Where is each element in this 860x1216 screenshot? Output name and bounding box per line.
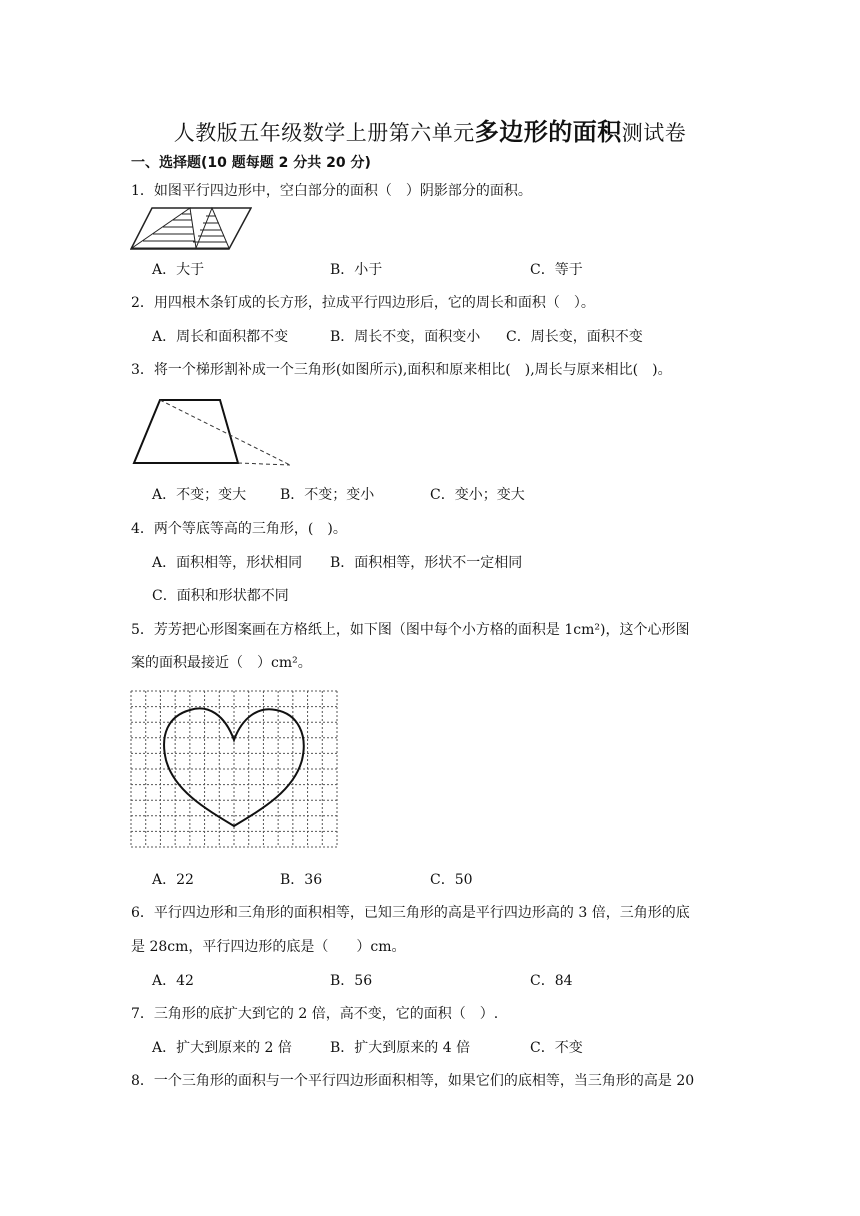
question-5-stem-line-1: 5．芳芳把心形图案画在方格纸上，如下图（图中每个小方格的面积是 1cm²)，这个心形图 <box>131 622 690 638</box>
question-2-stem: 2．用四根木条钉成的长方形，拉成平行四边形后，它的周长和面积（ ）。 <box>131 295 595 311</box>
parallelogram-figure <box>130 206 252 252</box>
question-4-option-a[interactable]: A．面积相等，形状相同 <box>152 555 303 571</box>
section-heading: 一、选择题(10 题每题 2 分共 20 分) <box>131 155 371 171</box>
trapezoid-figure <box>130 395 295 469</box>
question-6-stem-line-1: 6．平行四边形和三角形的面积相等，已知三角形的高是平行四边形高的 3 倍，三角形的底 <box>131 905 690 921</box>
question-3-option-b[interactable]: B．不变；变小 <box>280 487 375 503</box>
question-4-option-b[interactable]: B．面积相等，形状不一定相同 <box>330 555 523 571</box>
question-8-stem: 8．一个三角形的面积与一个平行四边形面积相等，如果它们的底相等，当三角形的高是 20 <box>131 1073 695 1089</box>
question-6-option-a[interactable]: A．42 <box>152 973 194 989</box>
question-3-stem: 3．将一个梯形割补成一个三角形(如图所示),面积和原来相比( ),周长与原来相比( )。 <box>131 362 672 378</box>
question-3-option-c[interactable]: C．变小；变大 <box>430 487 525 503</box>
question-4-option-c[interactable]: C．面积和形状都不同 <box>152 588 289 604</box>
question-6-option-c[interactable]: C．84 <box>530 973 573 989</box>
title-prefix: 人教版五年级数学上册第六单元 <box>173 121 475 145</box>
question-6-option-b[interactable]: B．56 <box>330 973 373 989</box>
question-5-option-c[interactable]: C．50 <box>430 872 473 888</box>
question-6-stem-line-2: 是 28cm，平行四边形的底是（ ）cm。 <box>131 939 406 955</box>
question-1-option-b[interactable]: B．小于 <box>330 262 383 278</box>
heart-grid-figure <box>130 690 338 848</box>
question-2-option-c[interactable]: C．周长变，面积不变 <box>506 329 643 345</box>
question-1-option-c[interactable]: C．等于 <box>530 262 583 278</box>
question-7-stem: 7．三角形的底扩大到它的 2 倍，高不变，它的面积（ ）. <box>131 1006 499 1022</box>
question-2-option-b[interactable]: B．周长不变，面积变小 <box>330 329 481 345</box>
question-1-stem: 1．如图平行四边形中，空白部分的面积（ ）阴影部分的面积。 <box>131 183 532 199</box>
question-7-option-a[interactable]: A．扩大到原来的 2 倍 <box>152 1040 292 1056</box>
title-suffix: 测试卷 <box>621 121 687 145</box>
question-5-option-b[interactable]: B．36 <box>280 872 323 888</box>
question-4-stem: 4．两个等底等高的三角形，( )。 <box>131 521 347 537</box>
question-1-option-a[interactable]: A．大于 <box>152 262 205 278</box>
title-emphasis: 多边形的面积 <box>474 118 622 146</box>
page-title <box>0 112 860 147</box>
question-2-option-a[interactable]: A．周长和面积都不变 <box>152 329 289 345</box>
question-7-option-b[interactable]: B．扩大到原来的 4 倍 <box>330 1040 471 1056</box>
question-5-option-a[interactable]: A．22 <box>152 872 194 888</box>
question-7-option-c[interactable]: C．不变 <box>530 1040 583 1056</box>
question-5-stem-line-2: 案的面积最接近（ ）cm²。 <box>131 655 312 671</box>
question-3-option-a[interactable]: A．不变；变大 <box>152 487 247 503</box>
